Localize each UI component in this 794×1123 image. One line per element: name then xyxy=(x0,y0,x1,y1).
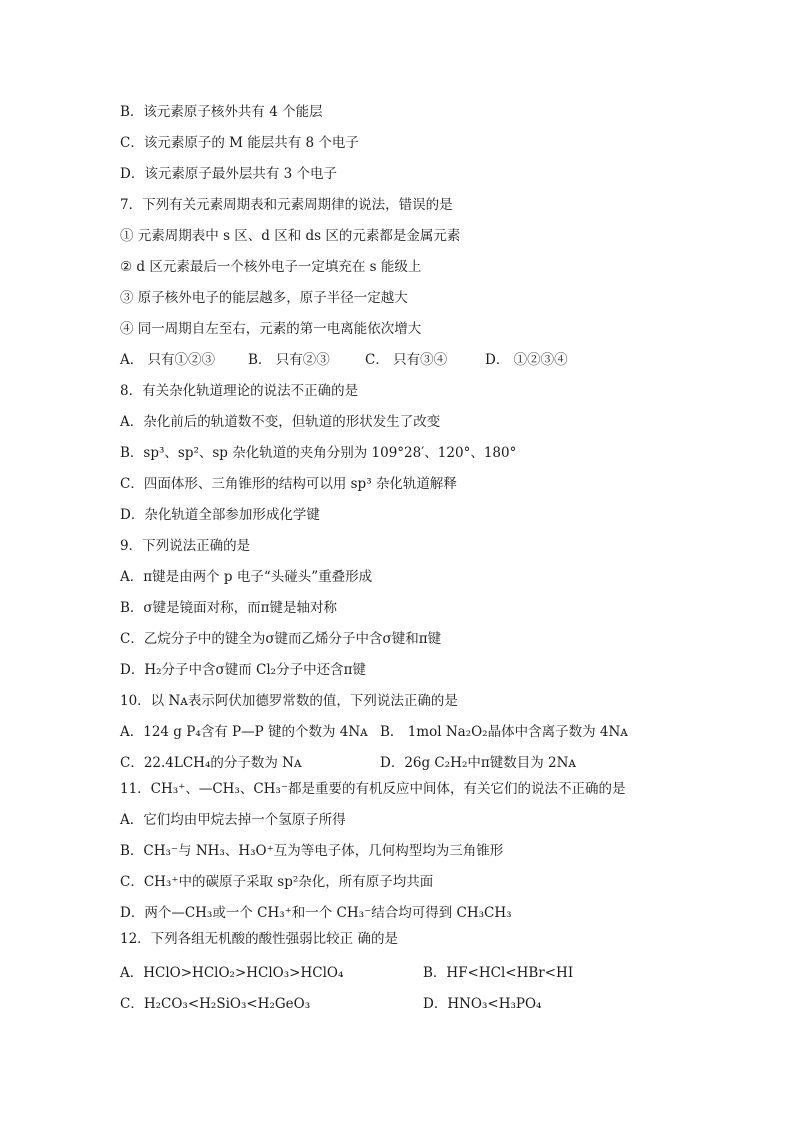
q7-statement-4: ④ 同一周期自左至右，元素的第一电离能依次增大 xyxy=(120,321,422,337)
q8-option-c: C．四面体形、三角锥形的结构可以用 sp³ 杂化轨道解释 xyxy=(120,476,457,492)
q10-option-d: D．26g C₂H₂中π键数目为 2Nᴀ xyxy=(380,755,577,771)
q10-stem: 10．以 Nᴀ表示阿伏加德罗常数的值，下列说法正确的是 xyxy=(120,693,458,709)
q12-option-a: A．HClO>HClO₂>HClO₃>HClO₄ xyxy=(120,965,344,981)
q10-option-a: A．124 g P₄含有 P—P 键的个数为 4Nᴀ xyxy=(120,724,368,740)
q11-option-d: D．两个—CH₃或一个 CH₃⁺和一个 CH₃⁻结合均可得到 CH₃CH₃ xyxy=(120,905,512,921)
q6-option-d: D．该元素原子最外层共有 3 个电子 xyxy=(120,166,337,182)
q12-option-c: C．H₂CO₃<H₂SiO₃<H₂GeO₃ xyxy=(120,996,311,1012)
q12-option-d: D．HNO₃<H₃PO₄ xyxy=(423,996,542,1012)
q10-option-b: B． 1mol Na₂O₂晶体中含离子数为 4Nᴀ xyxy=(380,724,628,740)
q6-option-b: B．该元素原子核外共有 4 个能层 xyxy=(120,104,323,120)
q11-option-c: C．CH₃⁺中的碳原子采取 sp²杂化，所有原子均共面 xyxy=(120,874,434,890)
q8-option-a: A．杂化前后的轨道数不变，但轨道的形状发生了改变 xyxy=(120,414,441,430)
q11-option-b: B．CH₃⁻与 NH₃、H₃O⁺互为等电子体，几何构型均为三角锥形 xyxy=(120,843,504,859)
q6-option-c: C．该元素原子的 M 能层共有 8 个电子 xyxy=(120,135,359,151)
q12-option-b: B．HF<HCl<HBr<HI xyxy=(423,965,574,981)
q8-option-d: D．杂化轨道全部参加形成化学键 xyxy=(120,507,320,523)
q8-stem: 8．有关杂化轨道理论的说法不正确的是 xyxy=(120,383,359,399)
q7-option-d: D． ①②③④ xyxy=(485,352,568,368)
q11-option-a: A．它们均由甲烷去掉一个氢原子所得 xyxy=(120,812,346,828)
q7-option-a: A． 只有①②③ xyxy=(120,352,216,368)
q7-stem: 7．下列有关元素周期表和元素周期律的说法，错误的是 xyxy=(120,197,453,213)
q7-statement-3: ③ 原子核外电子的能层越多，原子半径一定越大 xyxy=(120,290,408,306)
q9-option-a: A．π键是由两个 p 电子“头碰头”重叠形成 xyxy=(120,569,373,585)
q9-option-b: B．σ键是镜面对称，而π键是轴对称 xyxy=(120,600,338,616)
q9-option-d: D．H₂分子中含σ键而 Cl₂分子中还含π键 xyxy=(120,662,366,678)
q12-stem: 12．下列各组无机酸的酸性强弱比较正 确的是 xyxy=(120,931,398,947)
q10-option-c: C．22.4LCH₄的分子数为 Nᴀ xyxy=(120,755,302,771)
q7-statement-1: ① 元素周期表中 s 区、d 区和 ds 区的元素都是金属元素 xyxy=(120,228,461,244)
q7-statement-2: ② d 区元素最后一个核外电子一定填充在 s 能级上 xyxy=(120,259,422,275)
q8-option-b: B．sp³、sp²、sp 杂化轨道的夹角分别为 109°28′、120°、180° xyxy=(120,445,517,461)
q9-option-c: C．乙烷分子中的键全为σ键而乙烯分子中含σ键和π键 xyxy=(120,631,442,647)
q11-stem: 11．CH₃⁺、—CH₃、CH₃⁻都是重要的有机反应中间体，有关它们的说法不正确的是 xyxy=(120,781,626,797)
q9-stem: 9．下列说法正确的是 xyxy=(120,538,251,554)
q7-option-b: B． 只有②③ xyxy=(248,352,330,368)
q7-option-c: C． 只有③④ xyxy=(365,352,448,368)
